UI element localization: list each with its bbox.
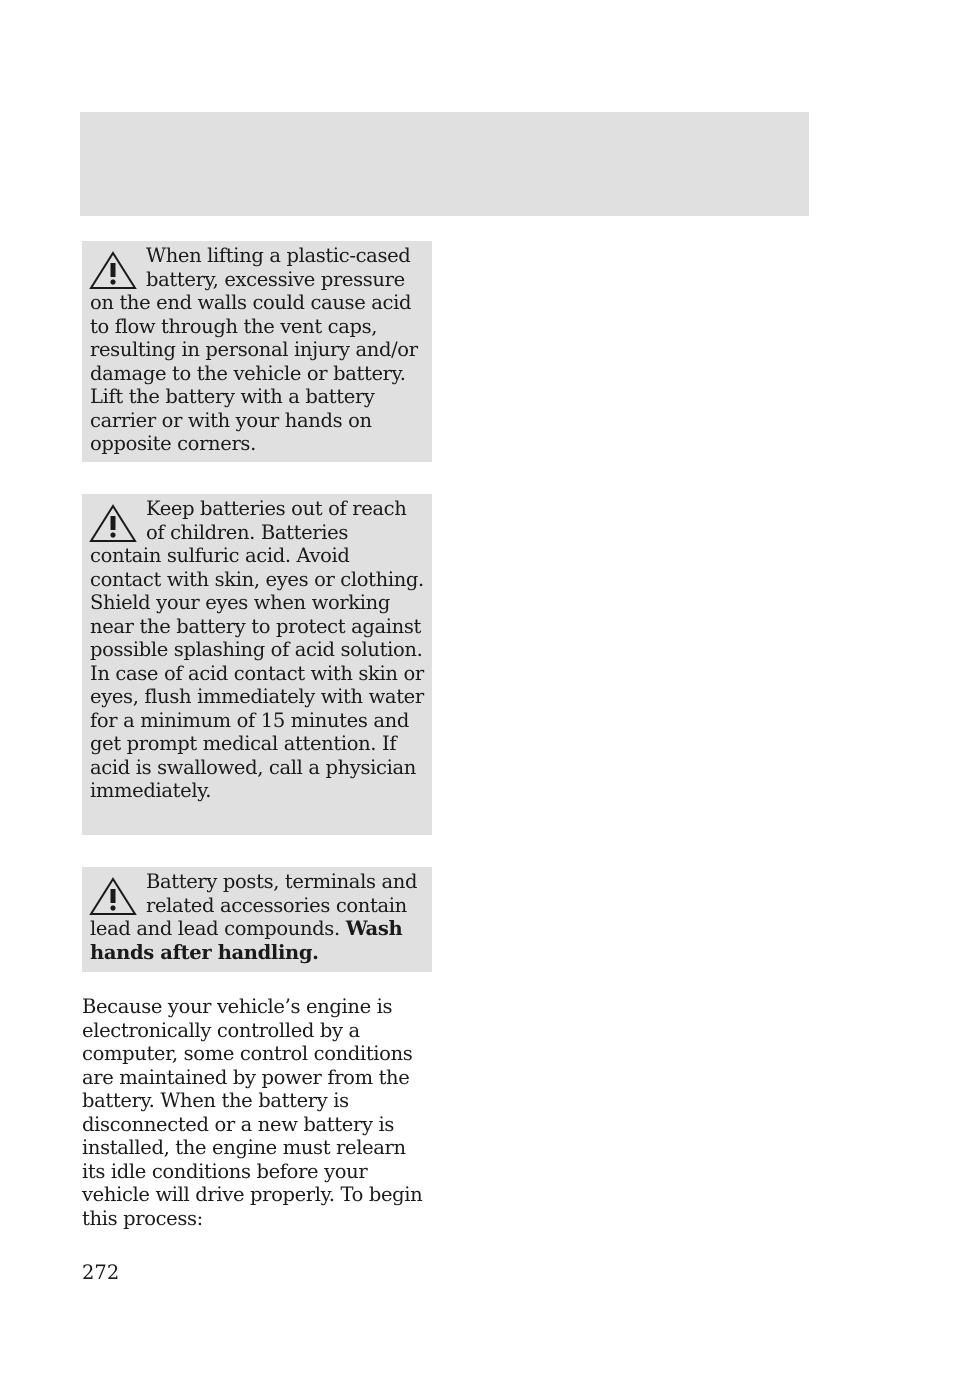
warning-text-regular: Battery posts, terminals and related accessories contain lead and lead compounds. [90, 870, 418, 940]
warning-triangle-icon [89, 251, 137, 291]
header-band [80, 112, 809, 216]
warning-box-lifting-battery [82, 241, 432, 462]
warning-text: When lifting a plastic-cased battery, excessive pressure on the end walls could cause acid to flow through the vent caps, resulting in personal injury and/or damage to the vehicle or battery. Lift the battery with a battery carrier or with your hands on opposite corners. [90, 244, 418, 455]
page-number: 272 [82, 1261, 120, 1284]
warning-text [90, 870, 424, 964]
body-paragraph: Because your vehicle’s engine is electronically controlled by a computer, some control conditions are maintained by power from the battery. When the battery is disconnected or a new battery is installed, the engine must relearn its idle conditions before your vehicle will drive properly. To begin this process: [82, 995, 423, 1230]
warning-box-children-acid [82, 494, 432, 835]
warning-text-bold: Wash hands after handling. [90, 917, 403, 964]
warning-text: Keep batteries out of reach of children. Batteries contain sulfuric acid. Avoid contact with skin, eyes or clothing. Shield your eyes when working near the battery to protect against possible splashing of acid solution. In case of acid contact with skin or eyes, flush immediately with water for a minimum of 15 minutes and get prompt medical attention. If acid is swallowed, call a physician immediately. [90, 497, 424, 802]
warning-box-lead-compounds [82, 867, 432, 972]
warning-triangle-icon [89, 877, 137, 917]
warning-triangle-icon [89, 504, 137, 544]
